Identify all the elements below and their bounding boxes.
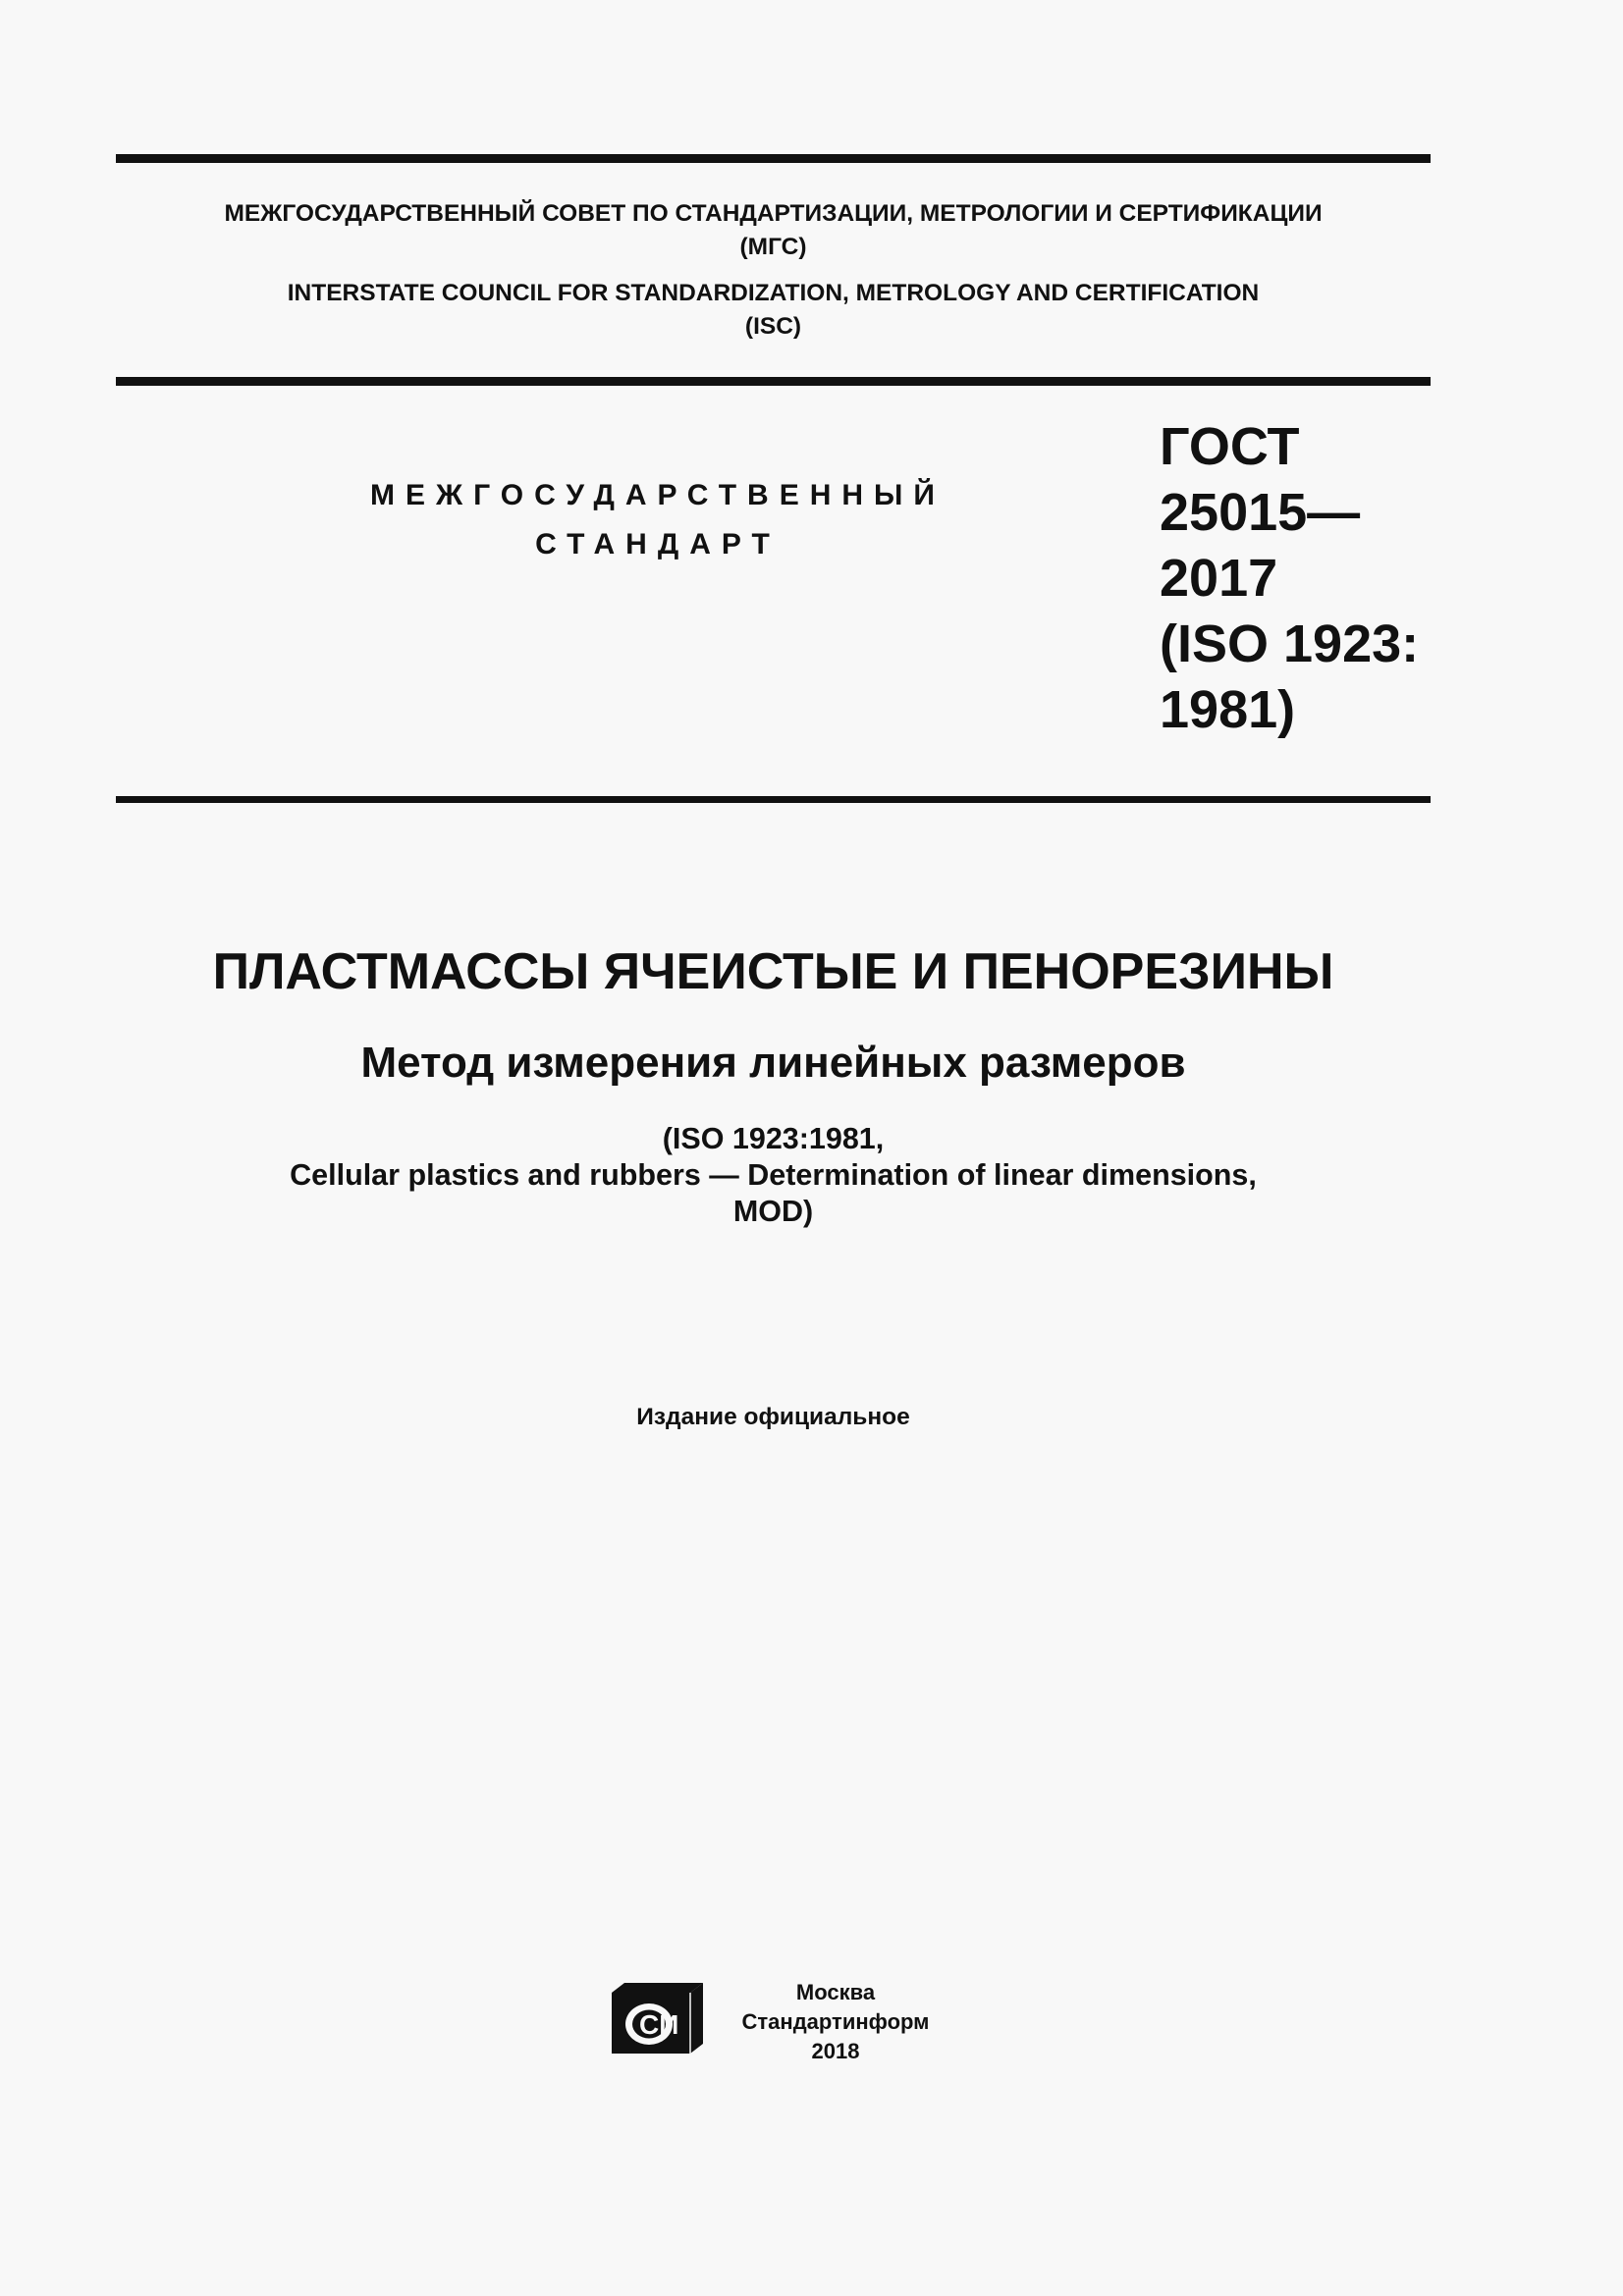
iso-reference-line: Cellular plastics and rubbers — Determination of linear dimensions, — [290, 1158, 1257, 1192]
standartinform-logo-icon — [610, 1981, 705, 2056]
council-abbr-en: (ISC) — [744, 313, 802, 340]
designation-line: 2017 — [1160, 549, 1278, 608]
designation-line: ГОСТ — [1160, 417, 1300, 476]
designation-line: (ISO 1923: — [1160, 614, 1420, 673]
standard-designation — [1160, 414, 1454, 743]
top-rule — [116, 154, 1431, 163]
council-name-ru — [116, 197, 1431, 264]
document-subtitle: Метод измерения линейных размеров — [360, 1039, 1186, 1087]
publisher-block — [723, 1978, 948, 2066]
standard-kind-line1: МЕЖГОСУДАРСТВЕННЫЙ — [370, 479, 946, 511]
council-name-en-line: INTERSTATE COUNCIL FOR STANDARDIZATION, METROLOGY AND CERTIFICATION — [287, 280, 1260, 306]
middle-rule — [116, 377, 1431, 386]
document-title: ПЛАСТМАССЫ ЯЧЕИСТЫЕ И ПЕНОРЕЗИНЫ — [212, 943, 1334, 1000]
publisher-name: Стандартинформ — [741, 2009, 930, 2034]
publication-year: 2018 — [811, 2039, 860, 2063]
logo-text: СИ — [639, 2009, 679, 2040]
iso-reference — [116, 1121, 1431, 1230]
designation-line: 25015— — [1160, 483, 1361, 542]
council-name-ru-line: МЕЖГОСУДАРСТВЕННЫЙ СОВЕТ ПО СТАНДАРТИЗАЦИИ, МЕТРОЛОГИИ И СЕРТИФИКАЦИИ — [224, 200, 1323, 227]
bottom-rule — [116, 796, 1431, 803]
council-abbr-ru: (МГС) — [739, 234, 807, 260]
council-name-en — [116, 277, 1431, 344]
iso-reference-line: MOD) — [732, 1195, 814, 1228]
publisher-city: Москва — [795, 1980, 876, 2004]
standard-kind-line2: СТАНДАРТ — [535, 528, 781, 561]
edition-note: Издание официальное — [636, 1404, 910, 1430]
iso-reference-line: (ISO 1923:1981, — [662, 1122, 885, 1155]
designation-line: 1981) — [1160, 680, 1296, 739]
